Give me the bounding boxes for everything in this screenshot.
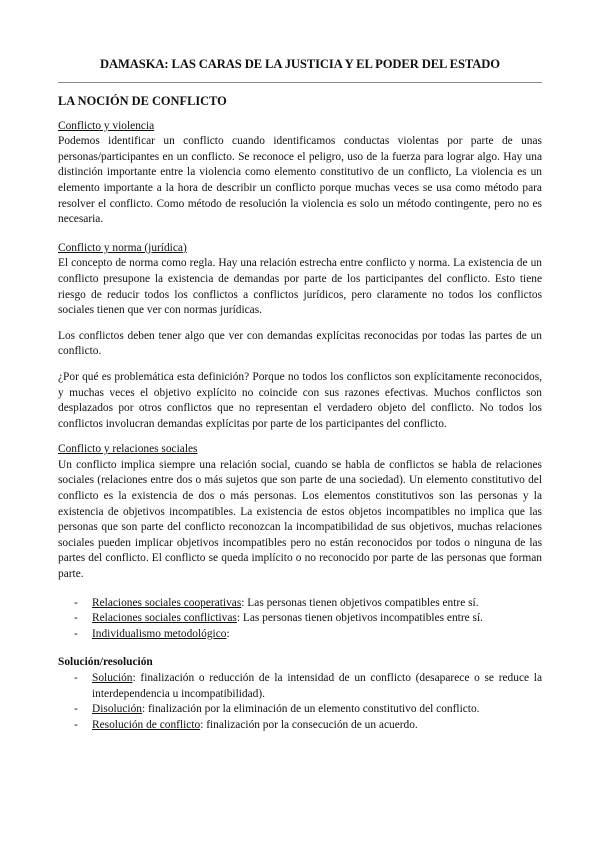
- list-item-desc: :: [226, 627, 230, 640]
- list-item-term: Individualismo metodológico: [92, 627, 227, 640]
- list-item-term: Disolución: [92, 703, 142, 716]
- list-item-desc: : Las personas tienen objetivos compatibles entre sí.: [241, 596, 479, 609]
- paragraph-norma-3: ¿Por qué es problemática esta definición? Porque no todos los conflictos son explícitamente reconocidos, y muchas veces el objetivo explícito no coincide con sus razones efectivas. Muchos conflictos son desplazados por otros conflictos que no representan el verdadero objeto del conflicto. No todos los conflictos involucran demandas explícitas por parte de los participantes del conflicto.: [58, 370, 542, 430]
- subheading-relaciones: Conflicto y relaciones sociales: [58, 443, 198, 456]
- list-item-term: Relaciones sociales cooperativas: [92, 596, 242, 609]
- document-body: [58, 94, 542, 733]
- list-item: [58, 702, 542, 718]
- list-item-desc: : Las personas tienen objetivos incompatibles entre sí.: [236, 612, 483, 625]
- list-item-term: Relaciones sociales conflictivas: [92, 612, 237, 625]
- list-item: [58, 611, 542, 627]
- subheading-violencia: Conflicto y violencia: [58, 119, 155, 132]
- paragraph-norma-2: Los conflictos deben tener algo que ver con demandas explícitas reconocidas por todas las partes de un conflicto.: [58, 329, 542, 358]
- subheading-norma: Conflicto y norma (jurídica): [58, 241, 187, 254]
- solucion-list: [58, 671, 542, 733]
- list-item-desc: : finalización o reducción de la intensidad de un conflicto (desaparece o se reduce la interdependencia u incompatibilidad).: [92, 672, 542, 700]
- list-item-term: Resolución de conflicto: [92, 718, 201, 731]
- list-item: [58, 671, 542, 702]
- list-item: [58, 718, 542, 734]
- list-item: [58, 596, 542, 612]
- paragraph-violencia: Podemos identificar un conflicto cuando identificamos conductas violentas por parte de unas personas/participantes en un conflicto. Se reconoce el peligro, uso de la fuerza para lograr algo. Hay una distinción importante entre la violencia como elemento constitutivo de un conflicto, La violencia es un elemento importante a la hora de describir un conflicto porque muchas veces se usa como método para resolver el conflicto. Como método de resolución la violencia es solo un método contingente, pero no es necesaria.: [58, 135, 542, 226]
- list-item-desc: : finalización por la consecución de un acuerdo.: [200, 718, 418, 731]
- paragraph-relaciones: Un conflicto implica siempre una relación social, cuando se habla de conflictos se habla de relaciones sociales (relaciones entre dos o más sujetos que son parte de una sociedad). Un elemento constitutivo del conflicto es la existencia de dos o más personas. Los elementos constitutivos son las personas y la existencia de objetivos incompatibles. La existencia de estos objetos incompatibles no implica que las personas que son parte del conflicto reconozcan la incompatibilidad de sus objetivos, muchas relaciones sociales pueden implicar objetivos incompatibles pero no están reconocidos por todos o ninguna de las partes del conflicto. El conflicto se queda implícito o no reconocido por parte de las personas que forman parte.: [58, 458, 542, 581]
- section-heading: LA NOCIÓN DE CONFLICTO: [58, 94, 227, 108]
- paragraph-norma-1: El concepto de norma como regla. Hay una relación estrecha entre conflicto y norma. La existencia de un conflicto presupone la existencia de demandas por parte de los participantes del conflicto. Esto tiene riesgo de reducir todos los conflictos a conflictos jurídicos, pero claramente no todos los conflictos sociales tienen que ver con normas jurídicas.: [58, 257, 542, 317]
- relaciones-list: [58, 596, 542, 643]
- list-item-term: Solución: [92, 672, 133, 684]
- title-divider: [58, 82, 542, 83]
- solucion-heading: Solución/resolución: [58, 656, 153, 669]
- document-title: DAMASKA: LAS CARAS DE LA JUSTICIA Y EL PODER DEL ESTADO: [100, 57, 500, 71]
- list-item: [58, 627, 542, 643]
- list-item-desc: : finalización por la eliminación de un elemento constitutivo del conflicto.: [142, 703, 480, 716]
